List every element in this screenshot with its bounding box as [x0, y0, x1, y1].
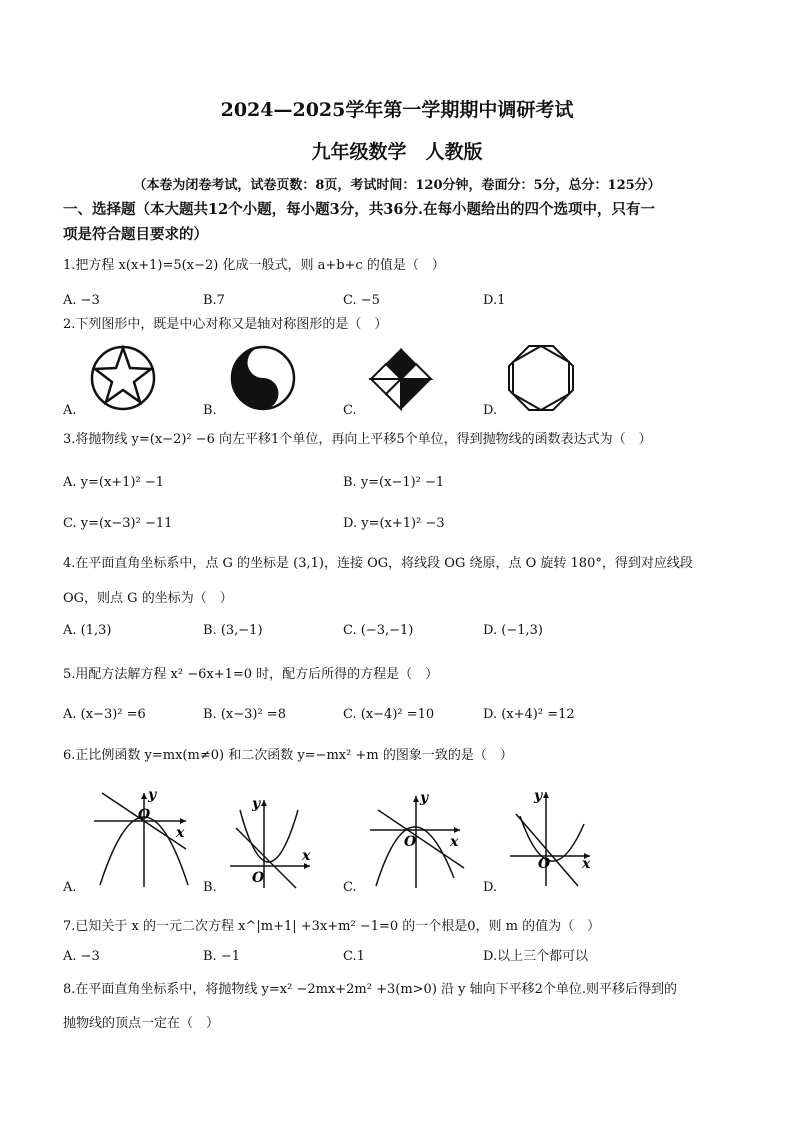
section-heading-line2: 项是符合题目要求的） [63, 226, 208, 243]
q6b-axis-y-label: y [252, 796, 261, 812]
question-4-stem-line1: 4.在平面直角坐标系中，点 G 的坐标是 (3,1)，连接 OG，将线段 OG 绕原，点 O 旋转 180°，得到对应线段 [63, 556, 693, 571]
q6d-axis-y-label: y [534, 788, 543, 804]
q5-option-a: A. (x−3)² =6 [63, 707, 146, 722]
exam-info: （本卷为闭卷考试，试卷页数：8页，考试时间：120分钟，卷面分：5分，总分：125分） [133, 178, 661, 193]
exam-subtitle: 九年级数学 人教版 [311, 141, 483, 163]
q1-option-b: B.7 [203, 293, 225, 308]
q3-option-c: C. y=(x−3)² −11 [63, 516, 173, 531]
q1-option-d: D.1 [483, 293, 506, 308]
section-heading-line1: 一、选择题（本大题共12个小题，每小题3分，共36分.在每小题给出的四个选项中，只有一 [63, 201, 655, 218]
q6-option-b: B. [203, 880, 217, 895]
q2-option-c: C. [343, 403, 357, 418]
q2-option-b: B. [203, 403, 217, 418]
q3-option-b: B. y=(x−1)² −1 [343, 475, 445, 490]
q5-option-b: B. (x−3)² =8 [203, 707, 286, 722]
question-4-stem-line2: OG，则点 G 的坐标为（ ） [63, 591, 233, 606]
q3-option-d: D. y=(x+1)² −3 [343, 516, 445, 531]
q2-option-a: A. [63, 403, 77, 418]
q6d-origin-label: O [538, 856, 551, 872]
q6b-axis-x-label: x [302, 848, 311, 864]
q6-option-d: D. [483, 880, 498, 895]
question-3-stem: 3.将抛物线 y=(x−2)² −6 向左平移1个单位，再向上平移5个单位，得到抛物线的函数表达式为（ ） [63, 432, 652, 447]
q6-graph-d [506, 786, 596, 890]
q4-option-d: D. (−1,3) [483, 623, 543, 638]
q6-graph-c [366, 790, 472, 890]
question-8-stem-line2: 抛物线的顶点一定在（ ） [63, 1016, 220, 1031]
q5-option-d: D. (x+4)² =12 [483, 707, 575, 722]
question-8-stem-line1: 8.在平面直角坐标系中，将抛物线 y=x² −2mx+2m² +3(m>0) 沿 y 轴向下平移2个单位.则平移后得到的 [63, 982, 678, 997]
q6a-origin-label: O [138, 807, 151, 823]
q4-option-a: A. (1,3) [63, 623, 112, 638]
q1-option-c: C. −5 [343, 293, 380, 308]
question-1-stem: 1.把方程 x(x+1)=5(x−2) 化成一般式，则 a+b+c 的值是（ ） [63, 258, 445, 273]
q2-option-d: D. [483, 403, 498, 418]
q6a-axis-x-label: x [176, 825, 185, 841]
hexagon-in-octagon-figure [505, 342, 577, 414]
exam-title: 2024—2025学年第一学期期中调研考试 [220, 99, 574, 121]
q7-option-b: B. −1 [203, 949, 240, 964]
q4-option-c: C. (−3,−1) [343, 623, 414, 638]
q6a-axis-y-label: y [148, 787, 157, 803]
q6-option-a: A. [63, 880, 77, 895]
q7-option-c: C.1 [343, 949, 365, 964]
yin-yang-figure [228, 342, 298, 414]
question-7-stem: 7.已知关于 x 的一元二次方程 x^|m+1| +3x+m² −1=0 的一个根是0，则 m 的值为（ ） [63, 919, 601, 934]
star-in-circle-figure [88, 342, 158, 414]
q7-option-d: D.以上三个都可以 [483, 949, 589, 964]
q3-option-a: A. y=(x+1)² −1 [63, 475, 165, 490]
question-6-stem: 6.正比例函数 y=mx(m≠0) 和二次函数 y=−mx² +m 的图象一致的是（ ） [63, 748, 513, 763]
q5-option-c: C. (x−4)² =10 [343, 707, 435, 722]
q6c-origin-label: O [404, 834, 417, 850]
q7-option-a: A. −3 [63, 949, 100, 964]
q6-graph-b [228, 790, 318, 890]
q6c-axis-y-label: y [420, 790, 429, 806]
q6c-axis-x-label: x [450, 834, 459, 850]
question-2-stem: 2.下列图形中，既是中心对称又是轴对称图形的是（ ） [63, 317, 388, 332]
q6-graph-a [92, 785, 198, 889]
q4-option-b: B. (3,−1) [203, 623, 263, 638]
q6-option-c: C. [343, 880, 357, 895]
question-5-stem: 5.用配方法解方程 x² −6x+1=0 时，配方后所得的方程是（ ） [63, 667, 439, 682]
q1-option-a: A. −3 [63, 293, 100, 308]
pinwheel-figure [366, 344, 436, 414]
q6b-origin-label: O [252, 870, 265, 886]
q6d-axis-x-label: x [582, 856, 591, 872]
